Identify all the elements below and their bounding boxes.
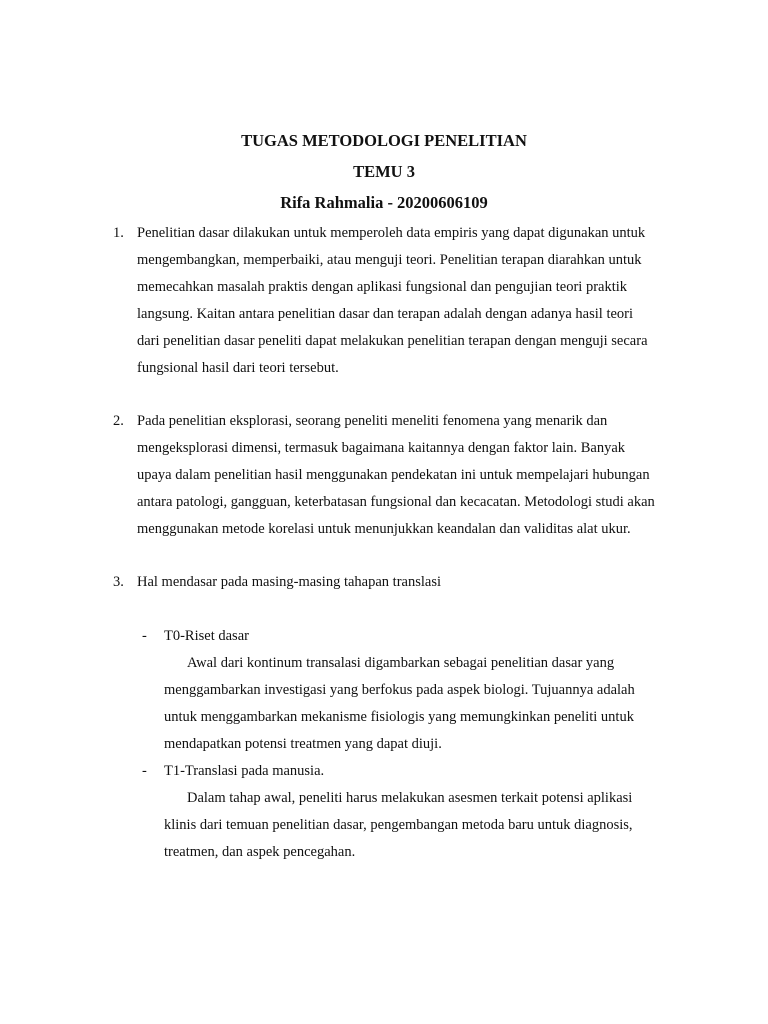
list-item-line: Pada penelitian eksplorasi, seorang peneliti meneliti fenomena yang menarik dan	[137, 413, 608, 429]
sublist-line: untuk menggambarkan mekanisme fisiologis yang memungkinkan peneliti untuk	[164, 709, 634, 725]
sublist-heading: T1-Translasi pada manusia.	[164, 763, 325, 779]
document-subtitle: TEMU 3	[353, 162, 415, 181]
sublist-line: Dalam tahap awal, peneliti harus melakukan asesmen terkait potensi aplikasi	[187, 790, 633, 806]
list-item-line: mengeksplorasi dimensi, termasuk bagaimana kaitannya dengan faktor lain. Banyak	[137, 440, 626, 456]
list-item-line: memecahkan masalah praktis dengan aplikasi fungsional dan pengujian teori praktik	[137, 279, 628, 295]
sublist-bullet: -	[142, 628, 147, 644]
list-item-line: Hal mendasar pada masing-masing tahapan translasi	[137, 574, 441, 590]
list-item-line: langsung. Kaitan antara penelitian dasar dan terapan adalah dengan adanya hasil teori	[137, 306, 634, 322]
list-item-line: antara patologi, gangguan, keterbatasan fungsional dan kecacatan. Metodologi studi akan	[137, 494, 655, 510]
list-item-line: menggunakan metode korelasi untuk menunjukkan keandalan dan validitas alat ukur.	[137, 521, 631, 537]
list-number: 2.	[113, 413, 124, 429]
sublist-heading: T0-Riset dasar	[164, 628, 249, 644]
list-number: 1.	[113, 225, 124, 241]
list-item-line: Penelitian dasar dilakukan untuk memperoleh data empiris yang dapat digunakan untuk	[137, 225, 646, 241]
list-item-line: dari penelitian dasar peneliti dapat melakukan penelitian terapan dengan menguji secara	[137, 333, 648, 349]
sublist-line: menggambarkan investigasi yang berfokus pada aspek biologi. Tujuannya adalah	[164, 682, 635, 698]
list-item-line: fungsional hasil dari teori tersebut.	[137, 360, 339, 376]
sublist-line: Awal dari kontinum transalasi digambarkan sebagai penelitian dasar yang	[187, 655, 615, 671]
list-number: 3.	[113, 574, 124, 590]
sublist-line: treatmen, dan aspek pencegahan.	[164, 844, 356, 860]
list-item-line: upaya dalam penelitian hasil menggunakan pendekatan ini untuk mempelajari hubungan	[137, 467, 650, 483]
document-author: Rifa Rahmalia - 20200606109	[280, 193, 488, 212]
sublist-line: klinis dari temuan penelitian dasar, pengembangan metoda baru untuk diagnosis,	[164, 817, 633, 833]
list-item-line: mengembangkan, memperbaiki, atau menguji teori. Penelitian terapan diarahkan untuk	[137, 252, 642, 268]
sublist-bullet: -	[142, 763, 147, 779]
document-title: TUGAS METODOLOGI PENELITIAN	[241, 131, 527, 150]
sublist-line: mendapatkan potensi treatmen yang dapat diuji.	[164, 736, 442, 752]
